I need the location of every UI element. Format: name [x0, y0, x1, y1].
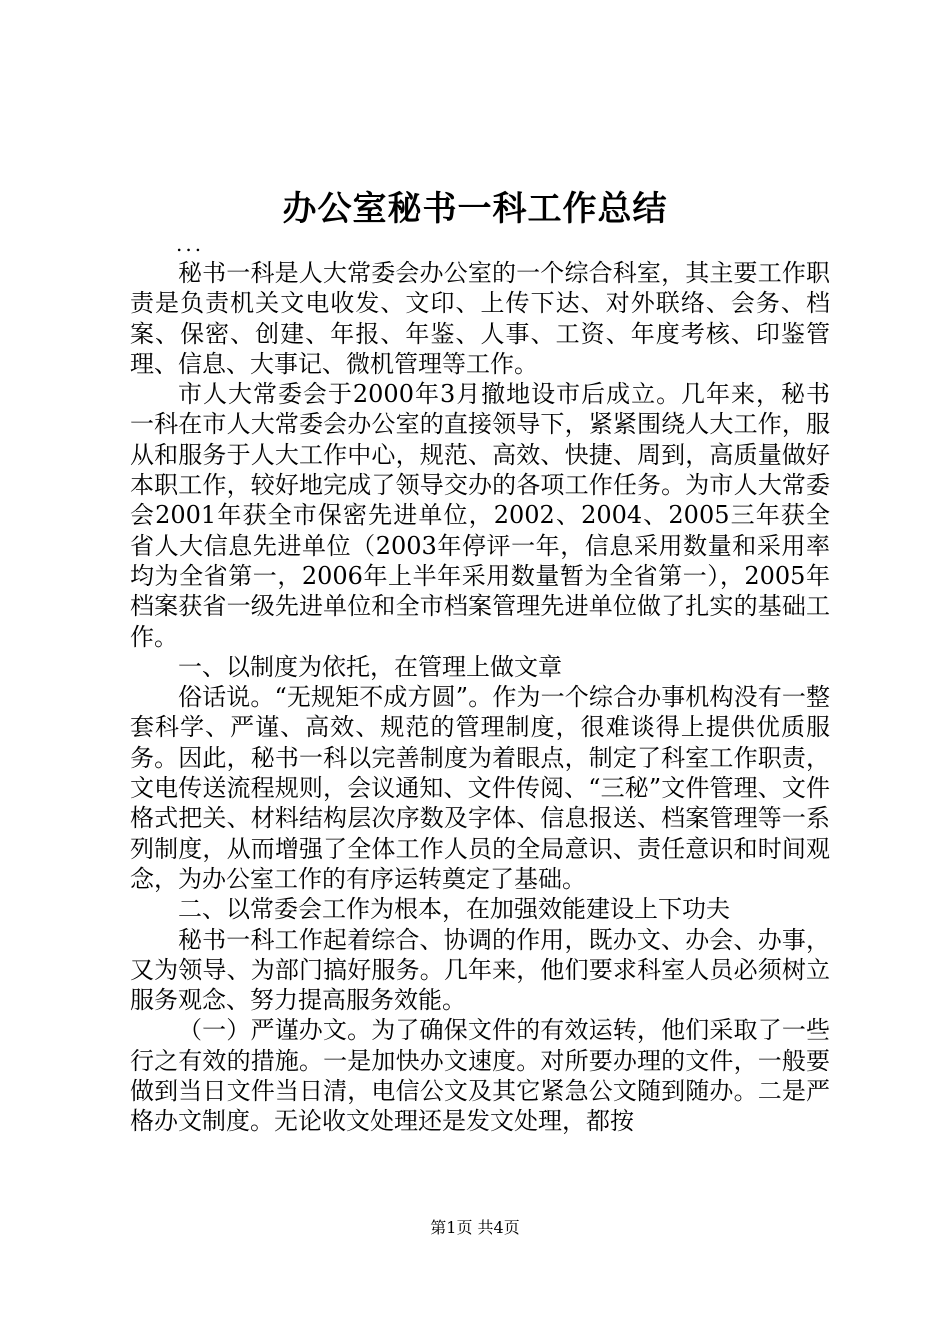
section-heading-2: 二、以常委会工作为根本，在加强效能建设上下功夫	[178, 895, 730, 924]
paragraph-achievements: 市人大常委会于2000年3月撤地设市后成立。几年来，秘书一科在市人大常委会办公室的直接领导下，紧紧围绕人大工作，服从和服务于人大工作中心，规范、高效、快捷、周到，高质量做好本职工作，较好地完成了领导交办的各项工作任务。为市人大常委会2001年获全市保密先进单位，2002、2004、2005三年获全省人大信息先进单位（2003年停评一年，信息采用数量和采用率均为全省第一，2006年上半年采用数量暂为全省第一），2005年档案获省一级先进单位和全市档案管理先进单位做了扎实的基础工作。	[130, 380, 830, 651]
document-title: 办公室秘书一科工作总结	[282, 189, 668, 229]
paragraph-rules-system: 俗话说。“无规矩不成方圆”。作为一个综合办事机构没有一整套科学、严谨、高效、规范的管理制度，很难谈得上提供优质服务。因此，秘书一科以完善制度为着眼点，制定了科室工作职责，文电传送流程规则，会议通知、文件传阅、“三秘”文件管理、文件格式把关、材料结构层次序数及字体、信息报送、档案管理等一系列制度，从而增强了全体工作人员的全局意识、责任意识和时间观念，为办公室工作的有序运转奠定了基础。	[130, 683, 830, 893]
ellipsis-marker: ...	[176, 232, 205, 256]
document-body	[130, 258, 830, 1137]
paragraph-duties-intro: 秘书一科是人大常委会办公室的一个综合科室，其主要工作职责是负责机关文电收发、文印、上传下达、对外联络、会务、档案、保密、创建、年报、年鉴、人事、工资、年度考核、印鉴管理、信息、大事记、微机管理等工作。	[130, 259, 830, 378]
paragraph-service-role: 秘书一科工作起着综合、协调的作用，既办文、办会、办事，又为领导、为部门搞好服务。几年来，他们要求科室人员必须树立服务观念、努力提高服务效能。	[130, 925, 830, 1015]
paragraph-document-handling: （一）严谨办文。为了确保文件的有效运转，他们采取了一些行之有效的措施。一是加快办文速度。对所要办理的文件，一般要做到当日文件当日清，电信公文及其它紧急公文随到随办。二是严格办文制度。无论收文处理还是发文处理，都按	[130, 1016, 830, 1136]
section-heading-1: 一、以制度为依托，在管理上做文章	[178, 652, 562, 681]
page-number-footer: 第1页 共4页	[430, 1218, 520, 1237]
